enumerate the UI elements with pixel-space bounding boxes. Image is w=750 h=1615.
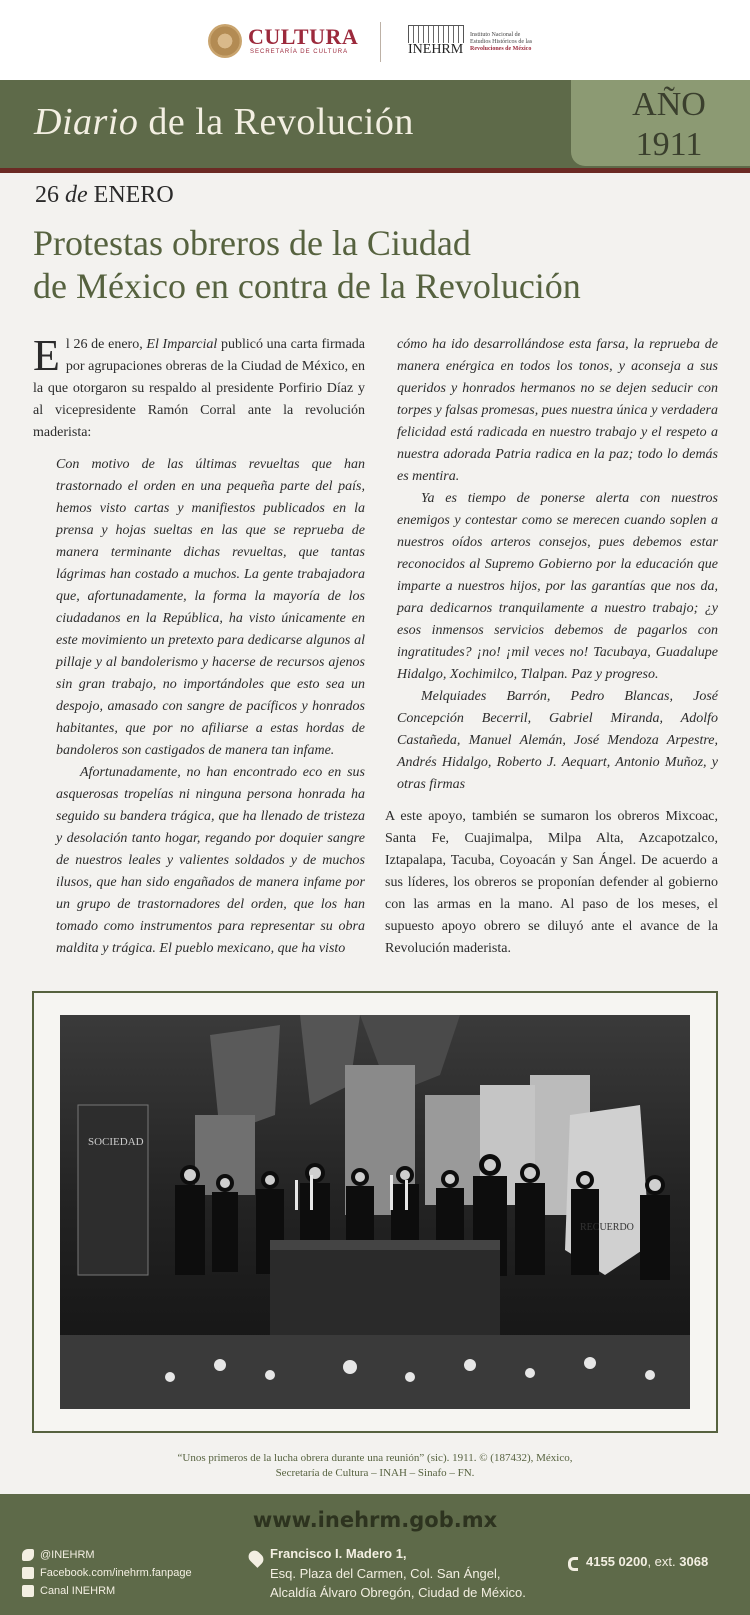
youtube-link[interactable]: [22, 1582, 222, 1600]
twitter-icon: [22, 1549, 34, 1561]
quote-signatures: Melquiades Barrón, Pedro Blancas, José Concepción Becerril, Gabriel Miranda, Adolfo Castañeda, Manuel Alemán, José Mendoza Arpestre, Andrés Hidalgo, Roberto J. Aequart, Antonio Muñoz, y otras firmas: [397, 689, 718, 792]
banner-rule: [0, 168, 750, 173]
year-box: [585, 80, 750, 166]
date-day: 26: [35, 182, 59, 208]
cultura-name: CULTURA: [248, 24, 359, 49]
historic-photo[interactable]: [60, 1015, 690, 1409]
inehrm-line2: Estudios Históricos de las: [470, 39, 533, 45]
mexico-seal-icon: [208, 24, 242, 58]
social-links: [22, 1546, 222, 1600]
phone-ext: 3068: [679, 1554, 709, 1569]
year-label: AÑO: [632, 86, 706, 123]
article-headline: [33, 222, 723, 308]
headline-line2: de México en contra de la Revolución: [33, 266, 581, 306]
inehrm-line3: Revoluciones de México: [470, 46, 532, 52]
intro-part-a: l 26 de enero,: [65, 337, 147, 352]
banner-title: [34, 100, 414, 144]
footer: [0, 1494, 750, 1615]
date-month: ENERO: [93, 182, 174, 208]
phone-icon: [568, 1557, 578, 1571]
youtube-channel: Canal INEHRM: [40, 1585, 116, 1597]
twitter-handle: @INEHRM: [40, 1549, 95, 1561]
cultura-logo[interactable]: [208, 22, 358, 62]
intro-paragraph: [33, 331, 365, 444]
headline-line1: Protestas obreros de la Ciudad: [33, 223, 471, 263]
inehrm-line1: Instituto Nacional de: [470, 32, 521, 38]
inehrm-abbr: INEHRM: [408, 42, 464, 57]
newspaper-name: El Imparcial: [146, 337, 218, 352]
photo-banner-text-2: RECUERDO: [580, 1222, 634, 1233]
facebook-link[interactable]: [22, 1564, 222, 1582]
ext-label: , ext.: [647, 1554, 680, 1569]
photo-caption: [120, 1451, 630, 1481]
quote-paragraph-1: Con motivo de las últimas revueltas que han trastornado el orden en una pequeña parte del país, hemos visto cartas y manifiestos publicados en la prensa y hojas sueltas en las que se reprueba de manera terminante dichas revueltas, que tantas lágrimas han costado a muchos. La gente trabajadora que, afortunadamente, la forma la mayoría de los ciudadanos en la República, ha visto únicamente en este movimiento un pretexto para dedicarse algunos al pillaje y al bandolerismo y hacerse de recursos ajenos sin gran trabajo, no importándoles que esto sea un despojo, amasado con sangre de pacíficos y honrados habitantes, que por no afiliarse a estas hordas de bandoleros son castigados de manera tan infame.: [56, 457, 365, 758]
quote-paragraph-2: Afortunadamente, no han encontrado eco en sus asquerosas tropelías ni ninguna persona honrada ha seguido su bandera trágica, que ha llenado de tristeza y desolación tanto hogar, regando por doquier sangre de nuestros leales y valientes soldados y de muchos ilusos, que han sido engañados de manera infame por un grupo de trastornadores del orden, que los han tomado como instrumentos para representar su obra maldita y trágica. El pueblo mexicano, que ha visto: [56, 765, 365, 956]
date-de: de: [65, 182, 88, 208]
facebook-url: Facebook.com/inehrm.fanpage: [40, 1567, 192, 1579]
logo-divider: [380, 22, 381, 62]
building-icon: [408, 25, 464, 43]
article-date: [35, 182, 174, 209]
website-link[interactable]: www.inehrm.gob.mx: [252, 1508, 498, 1532]
article-column-right: [385, 334, 718, 960]
facebook-icon: [22, 1567, 34, 1579]
closing-paragraph: A este apoyo, también se sumaron los obreros Mixcoac, Santa Fe, Cuajimalpa, Milpa Alta, Azcapotzalco, Iztapalapa, Tacuba, Coyoacán y San Ángel. De acuerdo a sus líderes, los obreros se proponían defender al gobierno con las armas en la mano. Al paso de los meses, el supuesto apoyo obrero se diluyó ante el avance de la Revolución maderista.: [385, 809, 718, 956]
top-logo-bar: [0, 0, 750, 80]
quote-paragraph-3: Ya es tiempo de ponerse alerta con nuestros enemigos y contestar como se merecen cuando soplen a nuestros oídos arteros consejos, pues debemos estar reconocidos al Supremo Gobierno por la educación que imparte a nuestros hijos, por las garantías que nos da, para dedicarnos tranquilamente a nuestro trabajo; ¿y esos inmensos servicios debemos de pagarlos con ingratitudes? ¡no! ¡mil veces no! Tacubaya, Guadalupe Hidalgo, Xochimilco, Tlalpan. Paz y progreso.: [397, 491, 718, 682]
address-line3: Alcaldía Álvaro Obregón, Ciudad de México.: [270, 1585, 526, 1600]
inehrm-logo[interactable]: [408, 25, 548, 59]
twitter-link[interactable]: [22, 1546, 222, 1564]
phone-number: 4155 0200: [586, 1554, 648, 1569]
intro-part-b: publicó una carta firmada por agrupaciones obreras de la Ciudad de México, en la que otorgaron su respaldo al presidente Porfirio Díaz y al vicepresidente Ramón Corral ante la revolución maderista:: [33, 337, 365, 440]
caption-line2: Secretaría de Cultura – INAH – Sinafo – FN.: [275, 1467, 475, 1479]
drop-cap: E: [33, 331, 60, 380]
article-column-left: [33, 331, 365, 960]
photo-frame: [32, 991, 718, 1433]
cultura-subtitle: SECRETARÍA DE CULTURA: [250, 49, 349, 55]
address-line1: Francisco I. Madero 1,: [270, 1546, 407, 1561]
address-line2: Esq. Plaza del Carmen, Col. San Ángel,: [270, 1566, 501, 1581]
phone-text: [586, 1554, 708, 1569]
inehrm-fullname: [470, 32, 550, 53]
caption-line1: “Unos primeros de la lucha obrera durante una reunión” (sic). 1911. © (187432), México,: [177, 1452, 573, 1464]
quote-paragraph-2-cont: cómo ha ido desarrollándose esta farsa, la reprueba de manera enérgica en todos los tonos, y aconseja a sus queridos y honrados hermanos no se dejen seducir con torpes y falsas promesas, pues nuestra única y verdadera felicidad está radicada en nuestro trabajo y el respeto a nuestra adorada Patria radica en la paz; todo lo demás es mentira.: [397, 337, 718, 484]
photo-banner-text-1: SOCIEDAD: [88, 1136, 144, 1148]
banner-title-rest: de la Revolución: [148, 101, 414, 143]
location-pin-icon: [246, 1548, 266, 1568]
year-value: 1911: [635, 126, 703, 163]
banner-title-italic: Diario: [34, 101, 139, 143]
youtube-icon: [22, 1585, 34, 1597]
